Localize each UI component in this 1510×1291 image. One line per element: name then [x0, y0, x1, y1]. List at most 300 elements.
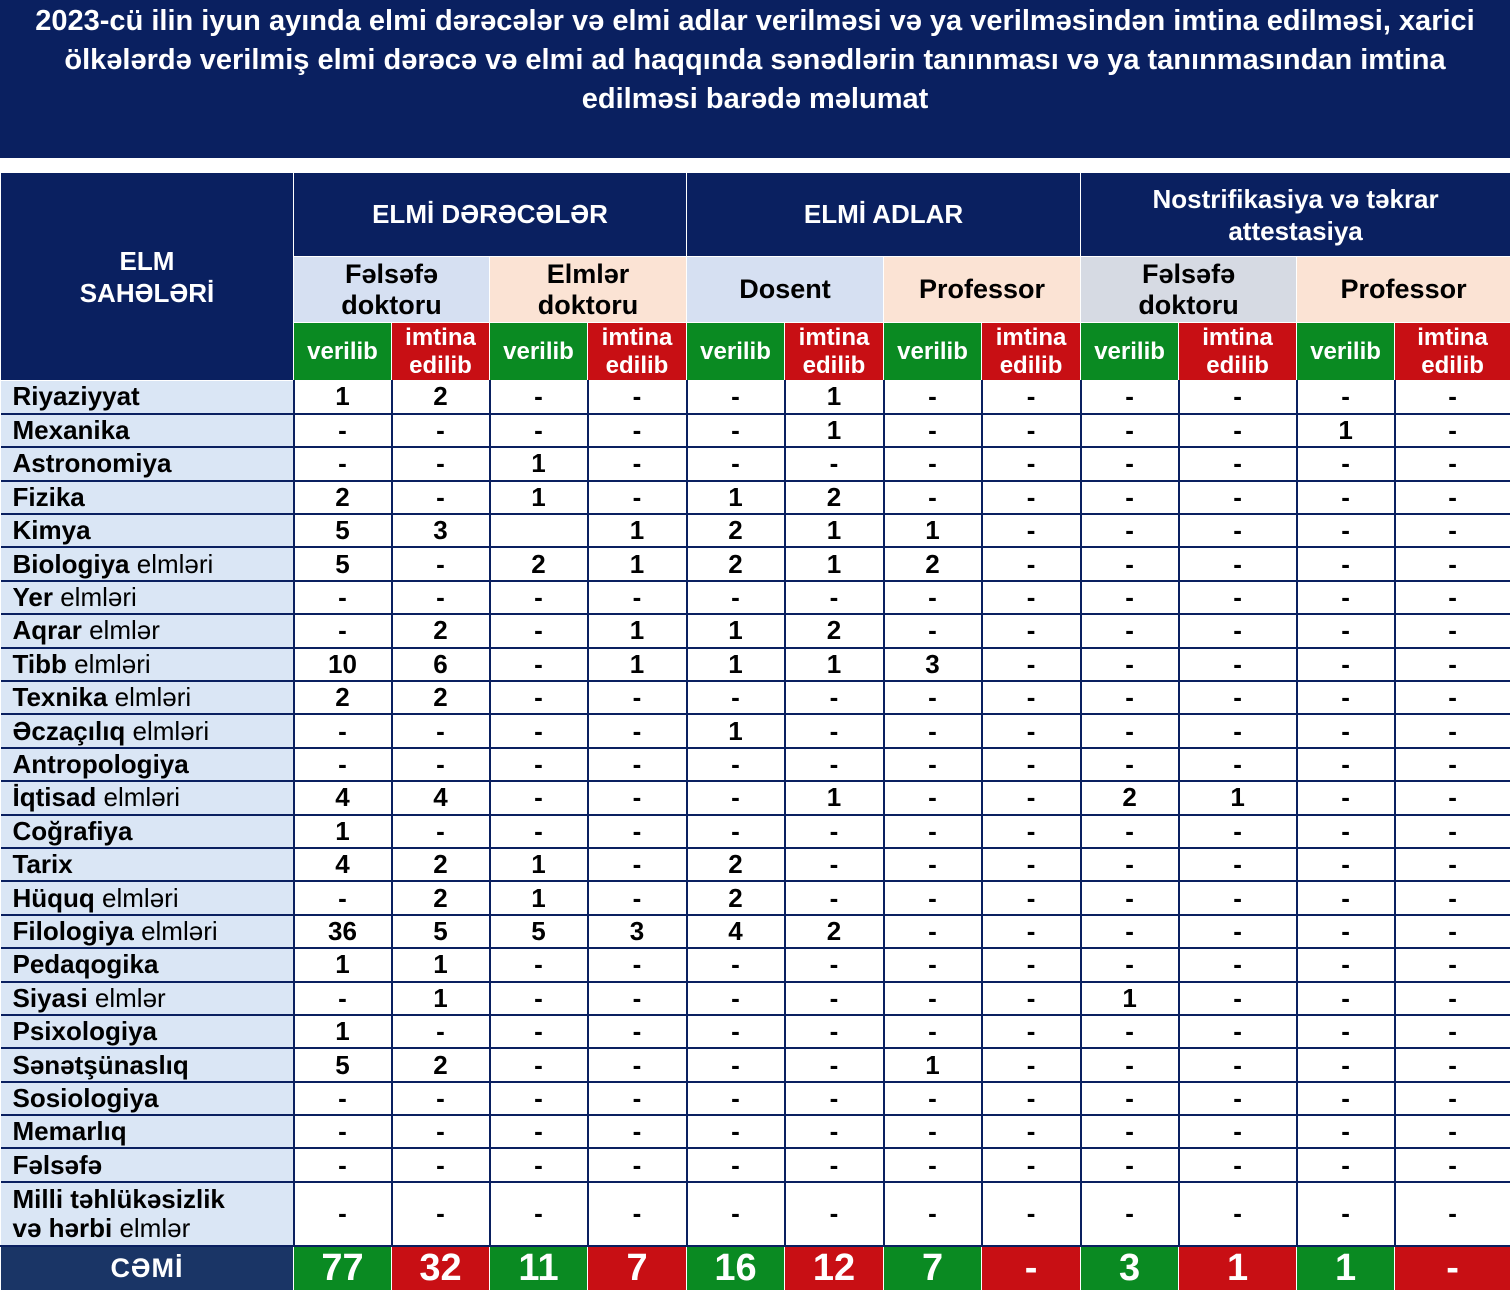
value-cell: -: [982, 547, 1081, 580]
status-label-given: verilib: [884, 323, 982, 381]
value-cell: -: [982, 815, 1081, 848]
value-cell: 4: [294, 848, 392, 881]
field-name-main: Filologiya: [13, 916, 134, 946]
value-cell: -: [884, 414, 982, 447]
value-cell: 3: [884, 648, 982, 681]
value-cell: 2: [687, 547, 785, 580]
value-cell: -: [785, 881, 884, 914]
value-cell: -: [687, 1182, 785, 1246]
value-cell: -: [294, 748, 392, 781]
value-cell: -: [884, 982, 982, 1015]
value-cell: -: [1297, 614, 1395, 647]
value-cell: -: [785, 1148, 884, 1181]
value-cell: -: [1297, 581, 1395, 614]
value-cell: -: [294, 982, 392, 1015]
value-cell: -: [588, 681, 687, 714]
value-cell: -: [1081, 1148, 1179, 1181]
table-row: [1, 1182, 1510, 1246]
value-cell: 4: [392, 781, 490, 814]
value-cell: -: [392, 447, 490, 480]
field-name-main: Yer: [13, 582, 54, 612]
value-cell: -: [490, 614, 588, 647]
value-cell: -: [884, 381, 982, 414]
total-label: CƏMİ: [1, 1246, 294, 1291]
value-cell: 5: [392, 915, 490, 948]
value-cell: -: [490, 1148, 588, 1181]
field-name: [1, 1015, 294, 1048]
table-row: [1, 748, 1510, 781]
subgroup-professor-nostrification: Professor: [1297, 257, 1510, 323]
field-name-main: Biologiya: [13, 549, 130, 579]
field-name: [1, 447, 294, 480]
value-cell: -: [1179, 1048, 1297, 1081]
field-name-main: İqtisad: [13, 782, 97, 812]
value-cell: 2: [392, 881, 490, 914]
table-row: [1, 447, 1510, 480]
value-cell: -: [687, 447, 785, 480]
total-given: 77: [294, 1246, 392, 1291]
value-cell: -: [1297, 1048, 1395, 1081]
status-label-refused: [1395, 323, 1510, 381]
value-cell: 2: [785, 481, 884, 514]
value-cell: 2: [785, 915, 884, 948]
value-cell: -: [785, 447, 884, 480]
value-cell: -: [1395, 1082, 1510, 1115]
field-name: [1, 581, 294, 614]
value-cell: 2: [392, 1048, 490, 1081]
field-name: [1, 915, 294, 948]
value-cell: -: [392, 414, 490, 447]
value-cell: 1: [294, 948, 392, 981]
field-name: [1, 648, 294, 681]
value-cell: 1: [392, 948, 490, 981]
group-header-degrees: ELMİ DƏRƏCƏLƏR: [294, 173, 687, 257]
value-cell: -: [588, 481, 687, 514]
value-cell: 2: [392, 614, 490, 647]
value-cell: -: [785, 1015, 884, 1048]
value-cell: -: [1179, 1148, 1297, 1181]
field-name: [1, 948, 294, 981]
value-cell: -: [1179, 948, 1297, 981]
value-cell: -: [490, 714, 588, 747]
value-cell: 10: [294, 648, 392, 681]
value-cell: -: [1179, 915, 1297, 948]
value-cell: -: [1395, 714, 1510, 747]
value-cell: 1: [1297, 414, 1395, 447]
value-cell: 4: [294, 781, 392, 814]
value-cell: -: [1297, 781, 1395, 814]
value-cell: -: [884, 614, 982, 647]
field-name: [1, 481, 294, 514]
field-name-suffix: elmləri: [130, 549, 214, 579]
value-cell: -: [1179, 881, 1297, 914]
value-cell: -: [982, 1148, 1081, 1181]
value-cell: 2: [294, 681, 392, 714]
field-name-main: Texnika: [13, 682, 108, 712]
value-cell: 2: [884, 547, 982, 580]
value-cell: 2: [392, 681, 490, 714]
table-row: [1, 815, 1510, 848]
value-cell: 2: [1081, 781, 1179, 814]
value-cell: -: [294, 447, 392, 480]
field-name: [1, 414, 294, 447]
field-name: [1, 1048, 294, 1081]
value-cell: -: [982, 1115, 1081, 1148]
value-cell: -: [490, 1015, 588, 1048]
value-cell: -: [982, 1182, 1081, 1246]
field-name-suffix: elmləri: [125, 716, 209, 746]
value-cell: 1: [588, 547, 687, 580]
value-cell: 2: [392, 848, 490, 881]
subgroup-professor-title: Professor: [884, 257, 1081, 323]
value-cell: -: [392, 748, 490, 781]
field-name-main: Tibb: [13, 649, 67, 679]
table-row: [1, 915, 1510, 948]
refused-label-line2: edilib: [1179, 352, 1296, 380]
status-label-given: verilib: [1081, 323, 1179, 381]
table-row: [1, 1148, 1510, 1181]
value-cell: -: [1395, 815, 1510, 848]
table-row: [1, 982, 1510, 1015]
value-cell: -: [490, 648, 588, 681]
value-cell: -: [1395, 748, 1510, 781]
value-cell: -: [1081, 481, 1179, 514]
header-row-groups: [1, 173, 1510, 257]
total-given: 11: [490, 1246, 588, 1291]
value-cell: -: [1395, 848, 1510, 881]
value-cell: -: [588, 881, 687, 914]
field-name: [1, 1115, 294, 1148]
value-cell: -: [1395, 781, 1510, 814]
value-cell: -: [785, 581, 884, 614]
value-cell: -: [490, 681, 588, 714]
value-cell: -: [392, 547, 490, 580]
value-cell: -: [1297, 1115, 1395, 1148]
value-cell: 2: [687, 848, 785, 881]
value-cell: -: [1081, 881, 1179, 914]
value-cell: -: [1179, 381, 1297, 414]
field-name: [1, 1082, 294, 1115]
value-cell: -: [1081, 948, 1179, 981]
field-name-main: Milli təhlükəsizlik: [13, 1184, 225, 1214]
value-cell: -: [785, 1182, 884, 1246]
value-cell: -: [392, 1015, 490, 1048]
value-cell: -: [1395, 414, 1510, 447]
table-row: [1, 714, 1510, 747]
value-cell: -: [294, 1082, 392, 1115]
value-cell: -: [1081, 581, 1179, 614]
value-cell: -: [1081, 514, 1179, 547]
field-name-suffix: elmləri: [134, 916, 218, 946]
value-cell: -: [1297, 815, 1395, 848]
value-cell: -: [1081, 815, 1179, 848]
value-cell: -: [982, 982, 1081, 1015]
value-cell: -: [1297, 948, 1395, 981]
value-cell: -: [490, 982, 588, 1015]
value-cell: -: [1179, 982, 1297, 1015]
value-cell: -: [588, 982, 687, 1015]
value-cell: -: [490, 581, 588, 614]
field-name-main: Psixologiya: [13, 1016, 158, 1046]
value-cell: -: [1395, 1148, 1510, 1181]
status-label-refused: [1179, 323, 1297, 381]
refused-label-line1: imtina: [982, 324, 1080, 352]
value-cell: -: [588, 815, 687, 848]
value-cell: -: [1179, 714, 1297, 747]
status-label-refused: [785, 323, 884, 381]
value-cell: -: [392, 481, 490, 514]
value-cell: -: [1297, 1182, 1395, 1246]
fields-header-line1: ELM: [1, 245, 293, 277]
value-cell: -: [687, 681, 785, 714]
value-cell: -: [785, 1115, 884, 1148]
value-cell: -: [294, 614, 392, 647]
value-cell: -: [982, 781, 1081, 814]
table-row: [1, 681, 1510, 714]
value-cell: -: [982, 948, 1081, 981]
table-row: [1, 1082, 1510, 1115]
value-cell: -: [884, 1082, 982, 1115]
value-cell: -: [785, 848, 884, 881]
value-cell: -: [490, 948, 588, 981]
value-cell: -: [1395, 681, 1510, 714]
table-row: [1, 481, 1510, 514]
total-given: 16: [687, 1246, 785, 1291]
value-cell: -: [588, 714, 687, 747]
subgroup-doctor-of-sciences: [490, 257, 687, 323]
value-cell: -: [1297, 681, 1395, 714]
table-row: [1, 514, 1510, 547]
field-name-main: Əczaçılıq: [13, 716, 126, 746]
field-name-suffix: elmlər: [88, 983, 166, 1013]
field-name-main: Antropologiya: [13, 749, 189, 779]
value-cell: -: [1297, 481, 1395, 514]
value-cell: -: [982, 481, 1081, 514]
value-cell: -: [1179, 614, 1297, 647]
value-cell: -: [588, 1015, 687, 1048]
value-cell: -: [588, 1182, 687, 1246]
value-cell: -: [294, 1182, 392, 1246]
field-name-main: Fəlsəfə: [13, 1150, 103, 1180]
value-cell: 1: [490, 481, 588, 514]
refused-label-line2: edilib: [588, 352, 686, 380]
fields-header-line2: SAHƏLƏRİ: [1, 277, 293, 309]
field-name: [1, 714, 294, 747]
value-cell: 1: [490, 447, 588, 480]
value-cell: 1: [687, 481, 785, 514]
value-cell: -: [785, 748, 884, 781]
value-cell: -: [588, 414, 687, 447]
field-name-main: Sənətşünaslıq: [13, 1050, 189, 1080]
total-given: 7: [884, 1246, 982, 1291]
value-cell: -: [1179, 514, 1297, 547]
value-cell: -: [982, 681, 1081, 714]
value-cell: -: [1395, 381, 1510, 414]
value-cell: 1: [687, 714, 785, 747]
subgroup-docent: Dosent: [687, 257, 884, 323]
value-cell: -: [490, 1115, 588, 1148]
value-cell: -: [982, 748, 1081, 781]
value-cell: 6: [392, 648, 490, 681]
value-cell: -: [392, 1082, 490, 1115]
value-cell: -: [1081, 1182, 1179, 1246]
value-cell: -: [1081, 748, 1179, 781]
value-cell: -: [982, 414, 1081, 447]
table-row: [1, 648, 1510, 681]
table-row: [1, 614, 1510, 647]
status-label-given: verilib: [1297, 323, 1395, 381]
field-name-suffix: elmləri: [95, 883, 179, 913]
value-cell: -: [884, 581, 982, 614]
value-cell: 5: [294, 1048, 392, 1081]
value-cell: -: [1297, 514, 1395, 547]
value-cell: -: [1297, 848, 1395, 881]
field-name: [1, 815, 294, 848]
total-refused: 12: [785, 1246, 884, 1291]
total-refused: -: [1395, 1246, 1510, 1291]
value-cell: 2: [490, 547, 588, 580]
field-name-main: Tarix: [13, 849, 73, 879]
value-cell: -: [490, 414, 588, 447]
value-cell: 1: [785, 381, 884, 414]
total-refused: 32: [392, 1246, 490, 1291]
value-cell: -: [884, 1182, 982, 1246]
table-row: [1, 848, 1510, 881]
field-name: [1, 514, 294, 547]
value-cell: -: [785, 1048, 884, 1081]
value-cell: -: [294, 581, 392, 614]
value-cell: -: [490, 381, 588, 414]
value-cell: 1: [1081, 982, 1179, 1015]
value-cell: 2: [294, 481, 392, 514]
value-cell: -: [884, 1115, 982, 1148]
value-cell: -: [982, 848, 1081, 881]
value-cell: -: [884, 815, 982, 848]
value-cell: -: [1081, 714, 1179, 747]
value-cell: -: [982, 614, 1081, 647]
field-name: [1, 1148, 294, 1181]
value-cell: -: [884, 948, 982, 981]
value-cell: -: [1179, 581, 1297, 614]
field-name-main: Fizika: [13, 482, 85, 512]
value-cell: -: [982, 1082, 1081, 1115]
value-cell: -: [1179, 748, 1297, 781]
value-cell: -: [1081, 915, 1179, 948]
table-row: [1, 581, 1510, 614]
value-cell: -: [687, 982, 785, 1015]
field-name-main: və hərbi: [13, 1213, 113, 1243]
value-cell: 1: [785, 414, 884, 447]
value-cell: -: [785, 714, 884, 747]
refused-label-line1: imtina: [1395, 324, 1510, 352]
value-cell: -: [588, 1048, 687, 1081]
refused-label-line2: edilib: [785, 352, 883, 380]
value-cell: 2: [687, 881, 785, 914]
value-cell: -: [294, 1115, 392, 1148]
value-cell: -: [1179, 681, 1297, 714]
value-cell: -: [588, 1115, 687, 1148]
value-cell: 1: [785, 514, 884, 547]
field-name-suffix: elmləri: [53, 582, 137, 612]
value-cell: 1: [687, 648, 785, 681]
field-name: [1, 881, 294, 914]
value-cell: -: [490, 1182, 588, 1246]
value-cell: -: [884, 481, 982, 514]
value-cell: -: [687, 748, 785, 781]
refused-label-line2: edilib: [982, 352, 1080, 380]
value-cell: 1: [588, 514, 687, 547]
value-cell: -: [1081, 414, 1179, 447]
value-cell: -: [1297, 915, 1395, 948]
field-name-main: Aqrar: [13, 615, 82, 645]
value-cell: -: [1081, 1015, 1179, 1048]
table-row: [1, 1015, 1510, 1048]
field-name-main: Mexanika: [13, 415, 130, 445]
title-gap: [0, 158, 1510, 172]
total-refused: -: [982, 1246, 1081, 1291]
status-label-refused: [392, 323, 490, 381]
fields-header: [1, 173, 294, 381]
value-cell: -: [1297, 982, 1395, 1015]
field-name-main: Memarlıq: [13, 1116, 127, 1146]
total-given: 1: [1297, 1246, 1395, 1291]
value-cell: -: [1395, 982, 1510, 1015]
value-cell: 2: [392, 381, 490, 414]
refused-label-line1: imtina: [392, 324, 489, 352]
field-name-suffix: elmləri: [107, 682, 191, 712]
value-cell: -: [687, 381, 785, 414]
value-cell: -: [588, 848, 687, 881]
field-name-suffix: elmləri: [67, 649, 151, 679]
value-cell: -: [1395, 581, 1510, 614]
value-cell: -: [588, 781, 687, 814]
value-cell: -: [1179, 1115, 1297, 1148]
table-row: [1, 781, 1510, 814]
value-cell: -: [490, 815, 588, 848]
value-cell: -: [294, 714, 392, 747]
refused-label-line2: edilib: [392, 352, 489, 380]
value-cell: -: [1179, 648, 1297, 681]
value-cell: -: [982, 514, 1081, 547]
value-cell: -: [1081, 1082, 1179, 1115]
value-cell: -: [1081, 1048, 1179, 1081]
value-cell: -: [785, 681, 884, 714]
value-cell: -: [1081, 381, 1179, 414]
value-cell: -: [1179, 1015, 1297, 1048]
subgroup-label-line2: doktoru: [490, 290, 686, 321]
value-cell: -: [785, 1082, 884, 1115]
field-name: [1, 848, 294, 881]
value-cell: -: [1395, 1115, 1510, 1148]
value-cell: -: [687, 581, 785, 614]
field-name: [1, 381, 294, 414]
table-row: [1, 1115, 1510, 1148]
value-cell: 1: [588, 648, 687, 681]
status-label-refused: [588, 323, 687, 381]
value-cell: -: [294, 1148, 392, 1181]
value-cell: -: [687, 948, 785, 981]
field-name: [1, 547, 294, 580]
value-cell: -: [1297, 1148, 1395, 1181]
value-cell: -: [1081, 848, 1179, 881]
value-cell: -: [982, 581, 1081, 614]
value-cell: -: [490, 748, 588, 781]
table-row: [1, 547, 1510, 580]
status-label-given: verilib: [687, 323, 785, 381]
value-cell: 1: [490, 848, 588, 881]
value-cell: -: [687, 1048, 785, 1081]
value-cell: -: [884, 1148, 982, 1181]
